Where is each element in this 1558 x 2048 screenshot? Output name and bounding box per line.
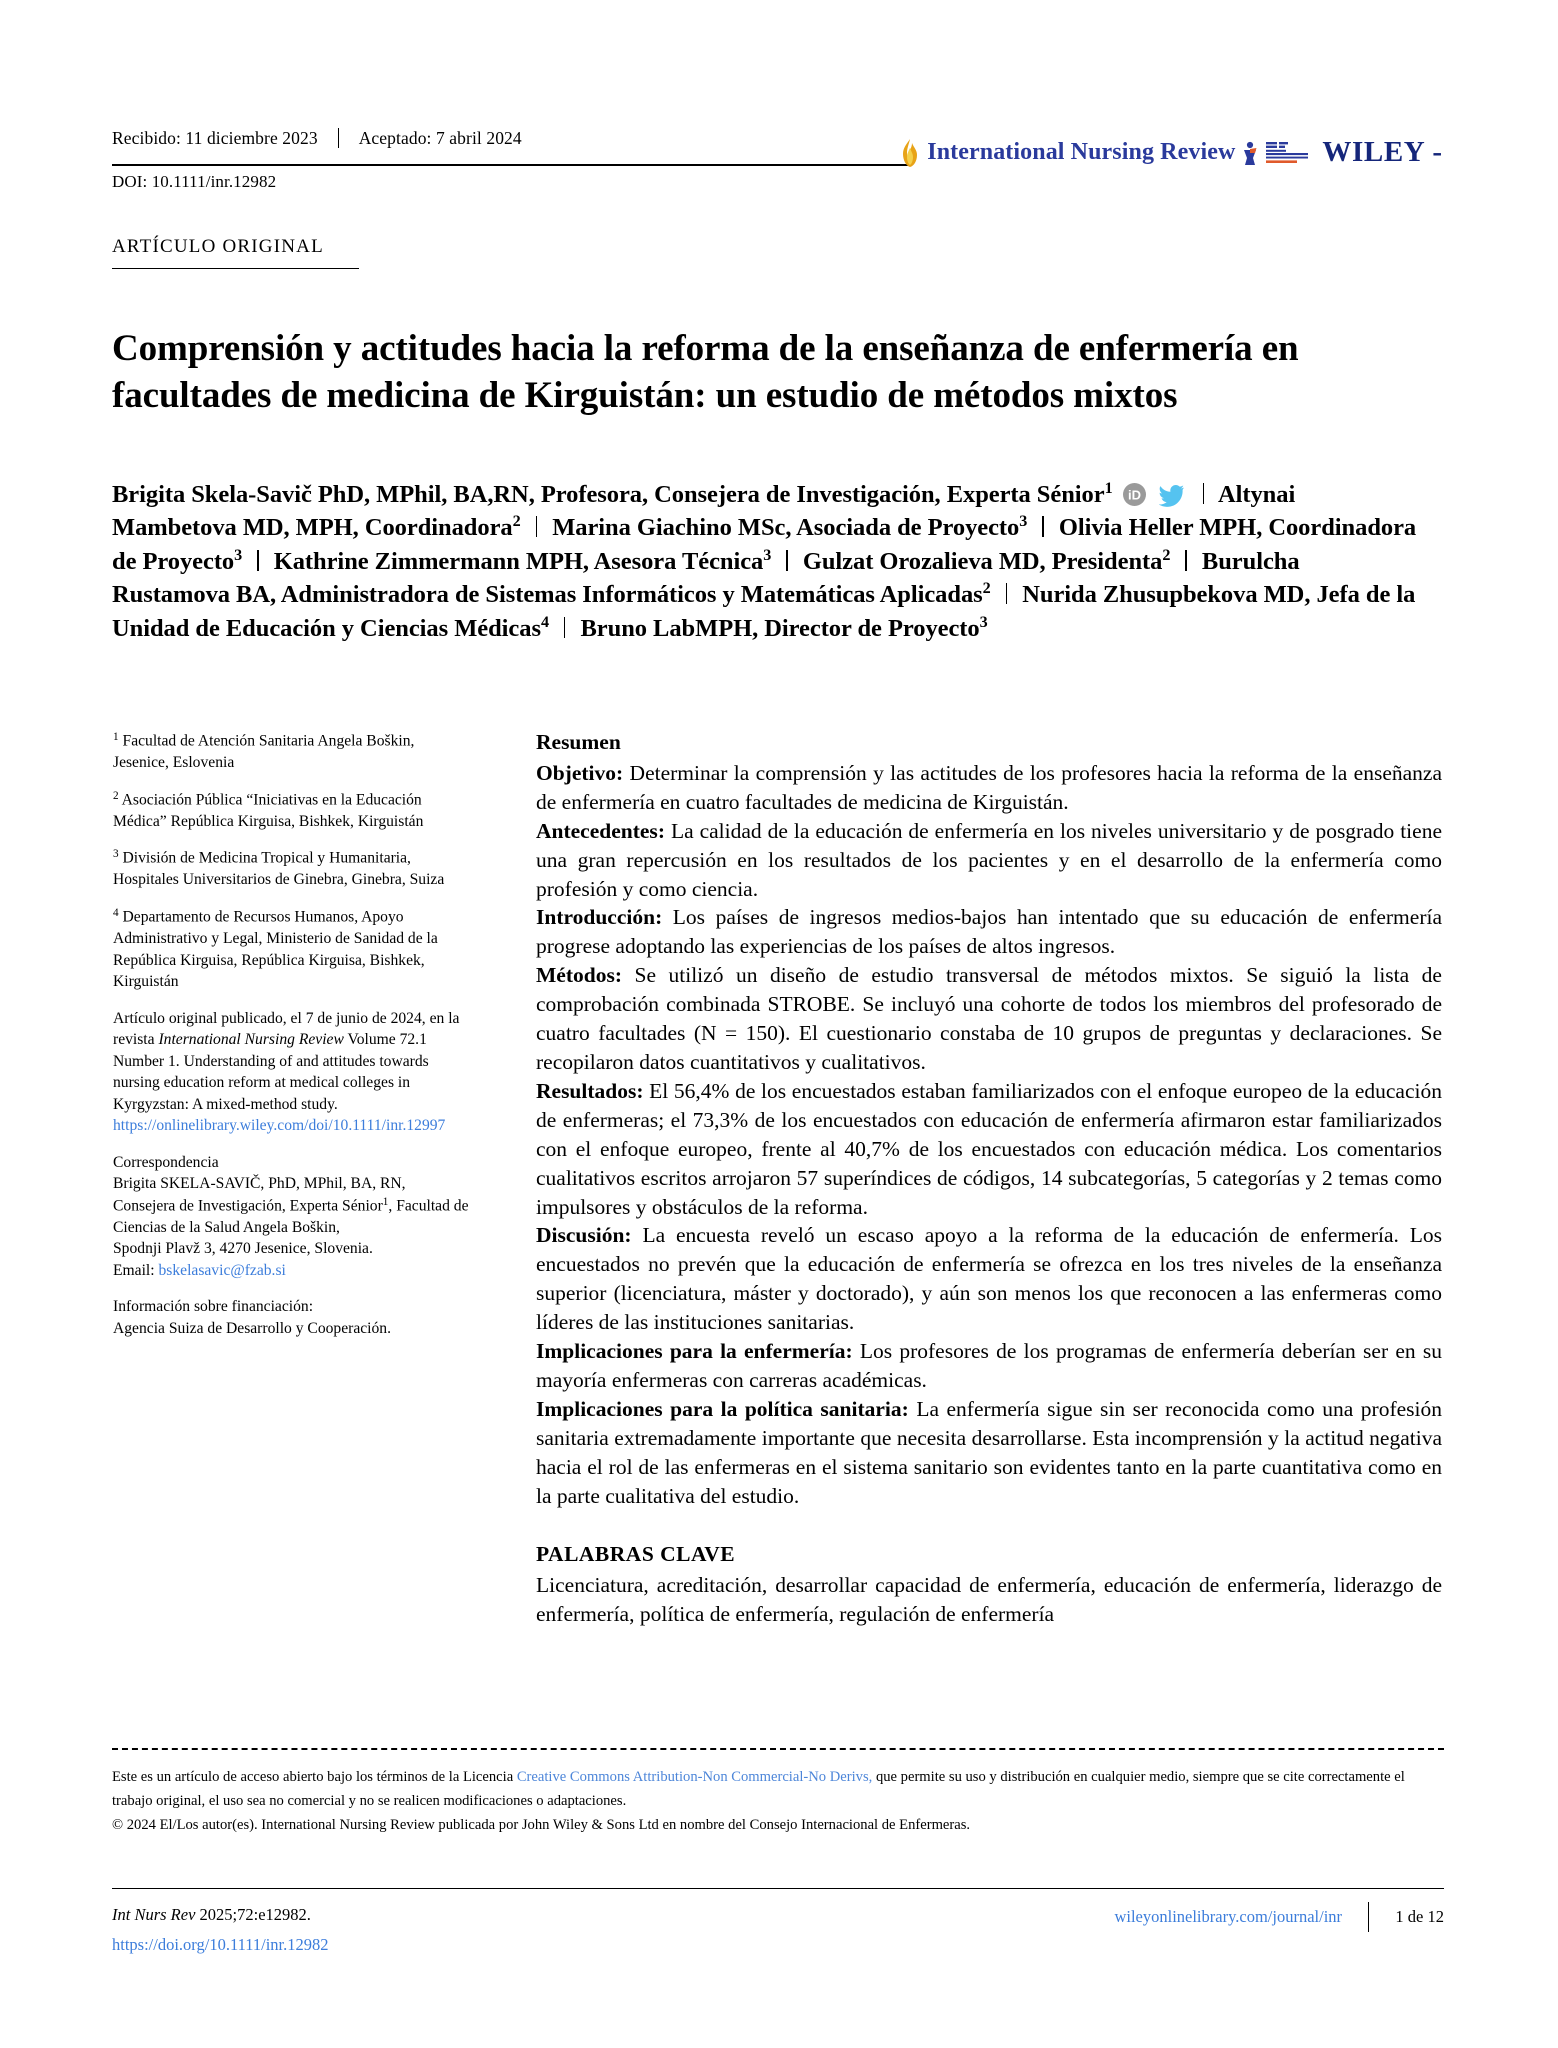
abstract-text: Los países de ingresos medios-bajos han intentado que su educación de enfermería progrese adoptando las experiencias de los países de altos ingresos. — [536, 905, 1442, 959]
article-type-rule — [112, 268, 359, 269]
page-title: Comprensión y actitudes hacia la reforma de la enseñanza de enfermería en facultades de medicina de Kirguistán: un estudio de métodos mixtos — [112, 327, 1299, 417]
author-separator — [1203, 483, 1204, 504]
abstract-paragraph — [536, 1395, 1442, 1511]
abstract-heading: Resumen — [536, 730, 621, 754]
author-affil-marker: 1 — [1104, 480, 1113, 497]
accepted-date: Aceptado: 7 abril 2024 — [358, 128, 522, 148]
author-separator — [257, 550, 258, 571]
abstract-sep: : — [616, 760, 630, 785]
abstract-text: El 56,4% de los encuestados estaban familiarizados con el enfoque europeo de la educación de enfermeras; el 73,3% de los encuestados con educación de enfermería afirmaron estar familiarizados con el enfoque europeo, frente al 40,7% de los encuestados con educación médica. Los comentarios cualitativos escritos arrojaron 57 superíndices de códigos, 14 subcategorías, 5 categorías y 2 temas como impulsores y obstáculos de la reforma. — [536, 1078, 1442, 1219]
abstract-label: Objetivo — [536, 760, 617, 785]
metadata-sidebar — [113, 730, 473, 1354]
journal-logo — [900, 136, 1442, 169]
journal-url-link[interactable]: wileyonlinelibrary.com/journal/inr — [1114, 1906, 1343, 1926]
twitter-icon[interactable] — [1159, 485, 1185, 507]
affiliation-marker: 4 — [113, 906, 119, 919]
abstract-section — [536, 728, 1442, 1629]
footer-rule — [112, 1888, 1444, 1889]
correspondence-block — [113, 1152, 473, 1282]
abstract-sep: : — [624, 1223, 643, 1248]
abstract-text: La calidad de la educación de enfermería en los niveles universitario y de posgrado tiene una gran repercusión en los resultados de los pacientes y en el desarrollo de la enfermería como profesión y como ciencia. — [536, 818, 1442, 901]
footer-citation-rest: 2025;72:e12982. — [195, 1905, 311, 1924]
abstract-label: Resultados — [536, 1078, 637, 1103]
affiliation-text: Departamento de Recursos Humanos, Apoyo Administrativo y Legal, Ministerio de Sanidad de la República Kirguisa, República Kirguisa, Bishkek, Kirguistán — [113, 908, 438, 991]
abstract-paragraph — [536, 961, 1442, 1077]
author-affil-marker: 2 — [982, 580, 991, 598]
received-accepted-dates — [112, 128, 522, 149]
original-note-part1: Artículo original publicado, el 7 de junio de 2024, en la revista — [113, 1009, 460, 1049]
icn-figure-icon — [1242, 140, 1258, 166]
journal-name: International Nursing Review — [927, 139, 1236, 165]
abstract-paragraph — [536, 1077, 1442, 1222]
author-name: Marina Giachino MSc, Asociada de Proyecto — [552, 514, 1020, 542]
affiliation-item — [113, 847, 473, 891]
abstract-sep: : — [845, 1339, 860, 1364]
correspondence-line2-post: , Facultad de Ciencias de la Salud Angela Boškin, — [113, 1197, 469, 1236]
affiliation-marker: 3 — [113, 848, 119, 861]
author-name: Kathrine Zimmermann MPH, Asesora Técnica — [273, 547, 764, 575]
affiliation-marker: 2 — [113, 789, 119, 802]
publisher-name: WILEY — [1322, 136, 1426, 168]
footer-citation — [112, 1902, 311, 1929]
author-affil-marker: 4 — [540, 613, 549, 631]
license-part2: que permite su uso y distribución en cualquier medio, siempre que se cite correctamente el trabajo original, el uso sea no comercial y no se realicen modificaciones o adaptaciones. — [112, 1769, 1405, 1809]
license-link[interactable]: Creative Commons Attribution-Non Commercial-No Derivs, — [516, 1769, 873, 1785]
funding-heading: Información sobre financiación: — [113, 1298, 314, 1316]
abstract-sep: : — [614, 963, 635, 988]
footer-divider — [1368, 1902, 1369, 1932]
footer-doi[interactable] — [112, 1932, 329, 1959]
icn-wordmark-icon — [1265, 140, 1309, 166]
affiliation-item — [113, 730, 473, 774]
flame-icon — [900, 138, 920, 168]
original-publication-note — [113, 1008, 473, 1137]
abstract-paragraph — [536, 1221, 1442, 1337]
author-separator — [536, 516, 537, 537]
affiliation-text: Facultad de Atención Sanitaria Angela Boškin, Jesenice, Eslovenia — [113, 732, 415, 772]
author-affil-marker: 3 — [1019, 513, 1028, 531]
author-affil-marker: 3 — [979, 613, 988, 631]
affiliation-item — [113, 906, 473, 993]
publisher-dash: - — [1432, 136, 1442, 168]
abstract-sep: : — [655, 905, 673, 930]
abstract-sep: : — [636, 1078, 650, 1103]
abstract-label: Antecedentes — [536, 818, 658, 843]
received-date: Recibido: 11 diciembre 2023 — [112, 128, 318, 148]
author-affil-marker: 2 — [512, 513, 521, 531]
abstract-text: Se utilizó un diseño de estudio transversal de métodos mixtos. Se siguió la lista de comprobación combinada STROBE. Se incluyó una cohorte de todos los miembros del profesorado de cuatro facultades (N = 150). El cuestionario constaba de 10 grupos de preguntas y declaraciones. Se recopilaron datos cuantitativos y cualitativos. — [536, 963, 1442, 1074]
funding-text: Agencia Suiza de Desarrollo y Cooperación. — [113, 1319, 391, 1337]
author-name: Nurida Zhusupbekova MD, Jefa de la Unidad de Educación y Ciencias Médicas — [112, 581, 1416, 642]
original-article-link[interactable]: https://onlinelibrary.wiley.com/doi/10.1111/inr.12997 — [113, 1117, 446, 1135]
abstract-paragraph — [536, 1337, 1442, 1395]
author-affil-marker: 3 — [234, 546, 243, 564]
abstract-sep: : — [901, 1396, 917, 1421]
abstract-label: Discusión — [536, 1223, 625, 1248]
abstract-sep: : — [657, 818, 671, 843]
correspondence-affil-marker: 1 — [382, 1195, 389, 1208]
abstract-label: Introducción — [536, 905, 656, 930]
license-divider — [112, 1748, 1444, 1750]
author-separator — [1006, 583, 1007, 604]
abstract-text: La enfermería sigue sin ser reconocida como una profesión sanitaria extremadamente importante que necesita desarrollarse. Esta incomprensión y la actitud negativa hacia el rol de las enfermeras en el sistema sanitario son evidentes tanto en la parte cuantitativa como en la parte cualitativa del estudio. — [536, 1396, 1442, 1508]
author-list — [112, 478, 1422, 645]
abstract-label: Implicaciones para la política sanitaria — [536, 1396, 902, 1421]
affiliation-item — [113, 789, 473, 833]
footer-right-group — [1114, 1902, 1444, 1932]
funding-block — [113, 1296, 473, 1339]
affiliation-text: División de Medicina Tropical y Humanitaria, Hospitales Universitarios de Ginebra, Ginebra, Suiza — [113, 849, 445, 889]
abstract-text: La encuesta reveló un escaso apoyo a la reforma de la educación de enfermería. Los encuestados no prevén que la educación de enfermería se ofrezca en los tres niveles de la enseñanza superior (licenciatura, máster y doctorado), y aún son menos los que reconocen a las enfermeras como líderes de las instituciones sanitarias. — [536, 1223, 1442, 1335]
abstract-paragraph — [536, 759, 1442, 817]
author-name: Burulcha Rustamova BA, Administradora de Sistemas Informáticos y Matemáticas Aplicadas — [112, 547, 1300, 609]
correspondence-line2-pre: Consejera de Investigación, Experta Sénior — [113, 1197, 383, 1215]
author-name: Brigita Skela-Savič PhD, MPhil, BA,RN, Profesora, Consejera de Investigación, Experta Sénior — [112, 480, 1105, 508]
original-note-journal: International Nursing Review — [158, 1031, 344, 1049]
email-label: Email: — [113, 1261, 159, 1279]
correspondence-heading: Correspondencia — [113, 1153, 219, 1171]
keywords-heading: PALABRAS CLAVE — [536, 1542, 736, 1567]
abstract-label: Implicaciones para la enfermería — [536, 1339, 846, 1364]
author-separator — [1042, 516, 1043, 537]
abstract-text: Determinar la comprensión y las actitudes de los profesores hacia la reforma de la enseñanza de enfermería en cuatro facultades de medicina de Kirguistán. — [536, 760, 1442, 814]
author-separator — [564, 617, 565, 638]
author-name: Olivia Heller MPH, Coordinadora de Proyecto — [112, 514, 1417, 575]
license-block — [112, 1766, 1448, 1837]
keywords-text: Licenciatura, acreditación, desarrollar capacidad de enfermería, educación de enfermería, liderazgo de enfermería, política de enfermería, regulación de enfermería — [536, 1573, 1442, 1627]
svg-text:iD: iD — [1127, 487, 1141, 503]
header-rule — [112, 164, 912, 166]
doi-line: DOI: 10.1111/inr.12982 — [112, 172, 277, 191]
author-separator — [786, 550, 787, 571]
affiliation-marker: 1 — [113, 731, 119, 743]
affiliation-text: Asociación Pública “Iniciativas en la Educación Médica” República Kirguisa, Bishkek, Kirguistán — [113, 791, 424, 830]
page-number: 1 de 12 — [1395, 1906, 1444, 1926]
abstract-paragraph — [536, 817, 1442, 904]
orcid-icon[interactable] — [1122, 482, 1147, 507]
author-separator — [1185, 550, 1186, 571]
author-name: Altynai Mambetova MD, MPH, Coordinadora — [112, 480, 1296, 542]
abstract-text: Los profesores de los programas de enfermería deberían ser en su mayoría enfermeras con carreras académicas. — [536, 1339, 1442, 1392]
correspondence-line3: Spodnji Plavž 3, 4270 Jesenice, Slovenia. — [113, 1240, 373, 1258]
original-note-part2: Volume 72.1 Number 1. Understanding of and attitudes towards nursing education reform at medical colleges in Kyrgyzstan: A mixed-method study. — [113, 1031, 429, 1113]
article-type-label: ARTÍCULO ORIGINAL — [112, 236, 324, 257]
copyright-text: © 2024 El/Los autor(es). International Nursing Review publicada por John Wiley & Sons Ltd en nombre del Consejo Internacional de Enfermeras. — [112, 1816, 971, 1833]
license-part1: Este es un artículo de acceso abierto bajo los términos de la Licencia — [112, 1769, 517, 1785]
author-name: Bruno LabMPH, Director de Proyecto — [580, 614, 980, 642]
author-affil-marker: 3 — [763, 546, 772, 564]
header-divider — [338, 128, 339, 148]
author-affil-marker: 2 — [1162, 546, 1171, 564]
abstract-label: Métodos — [536, 963, 615, 988]
author-name: Gulzat Orozalieva MD, Presidenta — [802, 547, 1163, 575]
email-link[interactable]: bskelasavic@fzab.si — [158, 1261, 286, 1279]
footer-doi-link[interactable]: https://doi.org/10.1111/inr.12982 — [112, 1935, 329, 1954]
page-header — [112, 128, 1442, 188]
abstract-paragraph — [536, 903, 1442, 961]
footer-journal-abbrev: Int Nurs Rev — [112, 1905, 196, 1924]
correspondence-line1: Brigita SKELA-SAVIČ, PhD, MPhil, BA, RN, — [113, 1175, 406, 1193]
